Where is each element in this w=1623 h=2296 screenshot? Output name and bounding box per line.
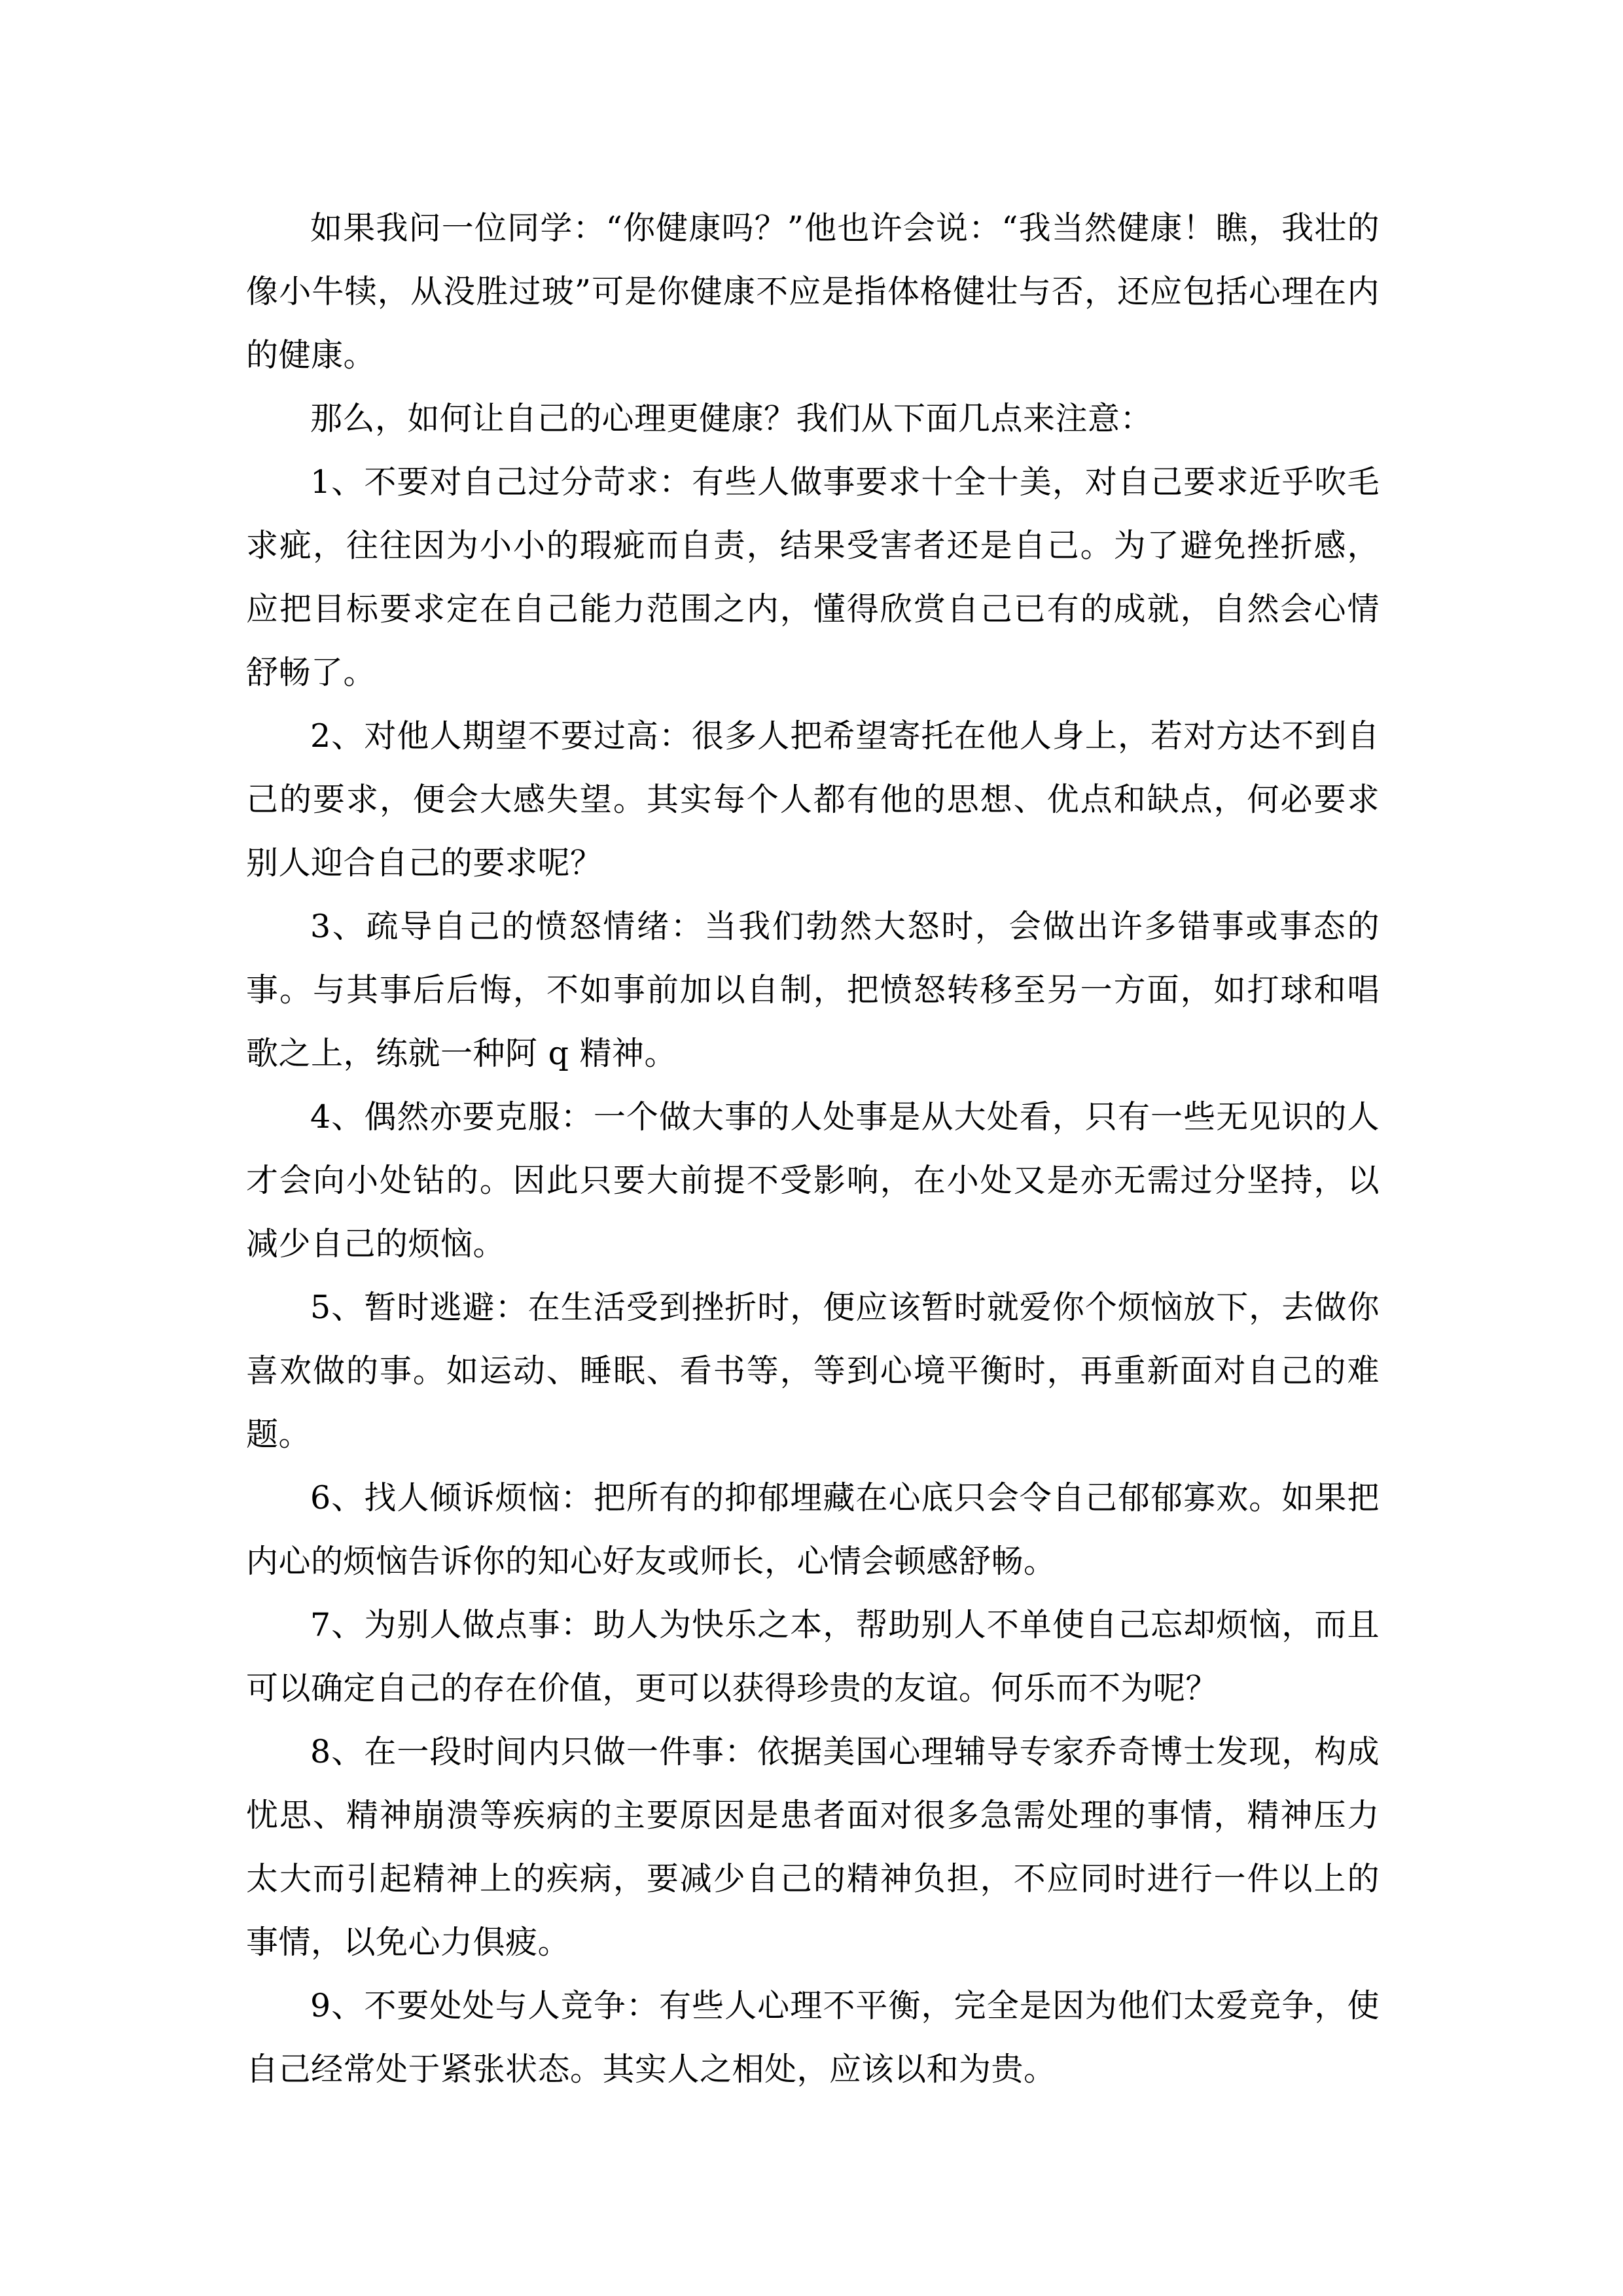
document-page [246, 196, 1380, 2101]
paragraph-point-7: 7、为别人做点事：助人为快乐之本，帮助别人不单使自己忘却烦恼，而且可以确定自己的存在价值，更可以获得珍贵的友谊。何乐而不为呢？ [246, 1606, 1380, 1707]
paragraph-point-5: 5、暂时逃避：在生活受到挫折时，便应该暂时就爱你个烦恼放下，去做你喜欢做的事。如运动、睡眠、看书等，等到心境平衡时，再重新面对自己的难题。 [246, 1289, 1380, 1453]
paragraph-point-4: 4、偶然亦要克服：一个做大事的人处事是从大处看，只有一些无见识的人才会向小处钻的。因此只要大前提不受影响，在小处又是亦无需过分坚持，以减少自己的烦恼。 [246, 1098, 1380, 1263]
paragraph-point-6: 6、找人倾诉烦恼：把所有的抑郁埋藏在心底只会令自己郁郁寡欢。如果把内心的烦恼告诉你的知心好友或师长，心情会顿感舒畅。 [246, 1479, 1380, 1580]
paragraph-point-3: 3、疏导自己的愤怒情绪：当我们勃然大怒时，会做出许多错事或事态的事。与其事后后悔，不如事前加以自制，把愤怒转移至另一方面，如打球和唱歌之上，练就一种阿 q 精神。 [246, 908, 1380, 1072]
paragraph-intro: 如果我问一位同学：“你健康吗？”他也许会说：“我当然健康！瞧，我壮的像小牛犊，从没胜过玻”可是你健康不应是指体格健壮与否，还应包括心理在内的健康。 [246, 209, 1380, 374]
paragraph-point-9: 9、不要处处与人竞争：有些人心理不平衡，完全是因为他们太爱竞争，使自己经常处于紧张状态。其实人之相处，应该以和为贵。 [246, 1987, 1380, 2088]
paragraph-question: 那么，如何让自己的心理更健康？我们从下面几点来注意： [310, 400, 1153, 437]
paragraph-point-1: 1、不要对自己过分苛求：有些人做事要求十全十美，对自己要求近乎吹毛求疵，往往因为小小的瑕疵而自责，结果受害者还是自己。为了避免挫折感，应把目标要求定在自己能力范围之内，懂得欣赏自己已有的成就，自然会心情舒畅了。 [246, 463, 1380, 691]
paragraph-point-2: 2、对他人期望不要过高：很多人把希望寄托在他人身上，若对方达不到自己的要求，便会大感失望。其实每个人都有他的思想、优点和缺点，何必要求别人迎合自己的要求呢？ [246, 717, 1380, 882]
paragraph-point-8: 8、在一段时间内只做一件事：依据美国心理辅导专家乔奇博士发现，构成忧思、精神崩溃等疾病的主要原因是患者面对很多急需处理的事情，精神压力太大而引起精神上的疾病，要减少自己的精神负担，不应同时进行一件以上的事情，以免心力俱疲。 [246, 1733, 1380, 1961]
